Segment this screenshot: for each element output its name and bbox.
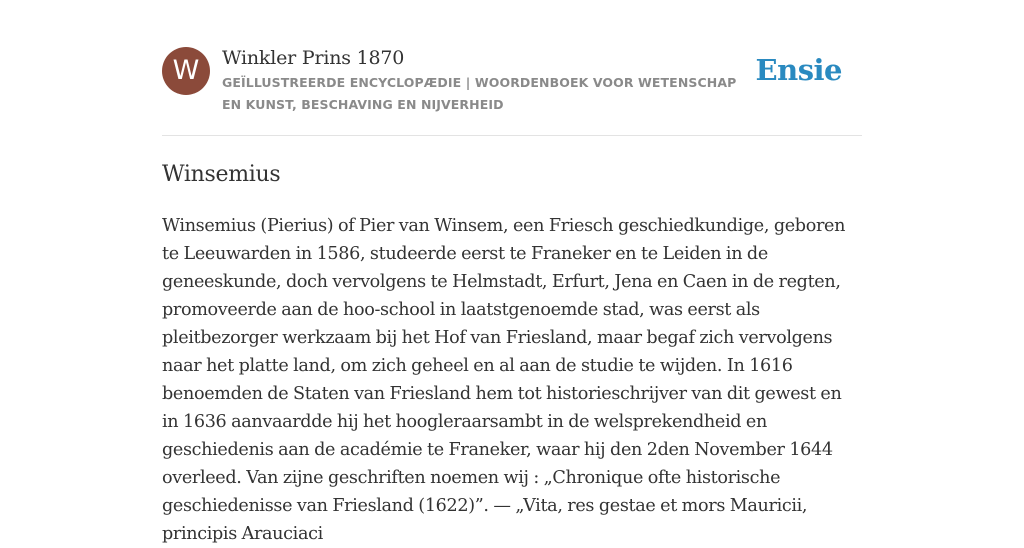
source-avatar[interactable]: W (162, 47, 210, 95)
entry-title: Winsemius (162, 162, 281, 187)
page (162, 0, 862, 544)
entry-body: Winsemius (Pierius) of Pier van Winsem, een Friesch geschiedkundige, geboren te Leeuwarden in 1586, studeerde eerst te Franeker en te Leiden in de geneeskunde, doch vervolgens te Helmstadt, Erfurt, Jena en Caen in de regten, promoveerde aan de hoo-school in laatstgenoemde stad, was eerst als pleitbezorger werkzaam bij het Hof van Friesland, maar begaf zich vervolgens naar het platte land, om zich geheel en al aan de studie te wijden. In 1616 benoemden de Staten van Friesland hem tot historieschrijver van dit gewest en in 1636 aanvaardde hij het hoogleraarsambt in de welsprekendheid en geschiedenis aan de académie te Franeker, waar hij den 2den November 1644 overleed. Van zijne geschriften noemen wij : „Chronique ofte historische geschiedenisse van Friesland (1622)”. — „Vita, res gestae et mors Mauricii, principis Arauciaci (162, 216, 846, 544)
source-header (162, 0, 862, 136)
source-title[interactable]: Winkler Prins 1870 (222, 47, 405, 69)
source-subtitle: GEÏLLUSTREERDE ENCYCLOPÆDIE | WOORDENBOEK VOOR WETENSCHAP EN KUNST, BESCHAVING EN NIJVERHEID (222, 75, 737, 112)
ensie-logo-link[interactable]: Ensie (755, 53, 842, 87)
